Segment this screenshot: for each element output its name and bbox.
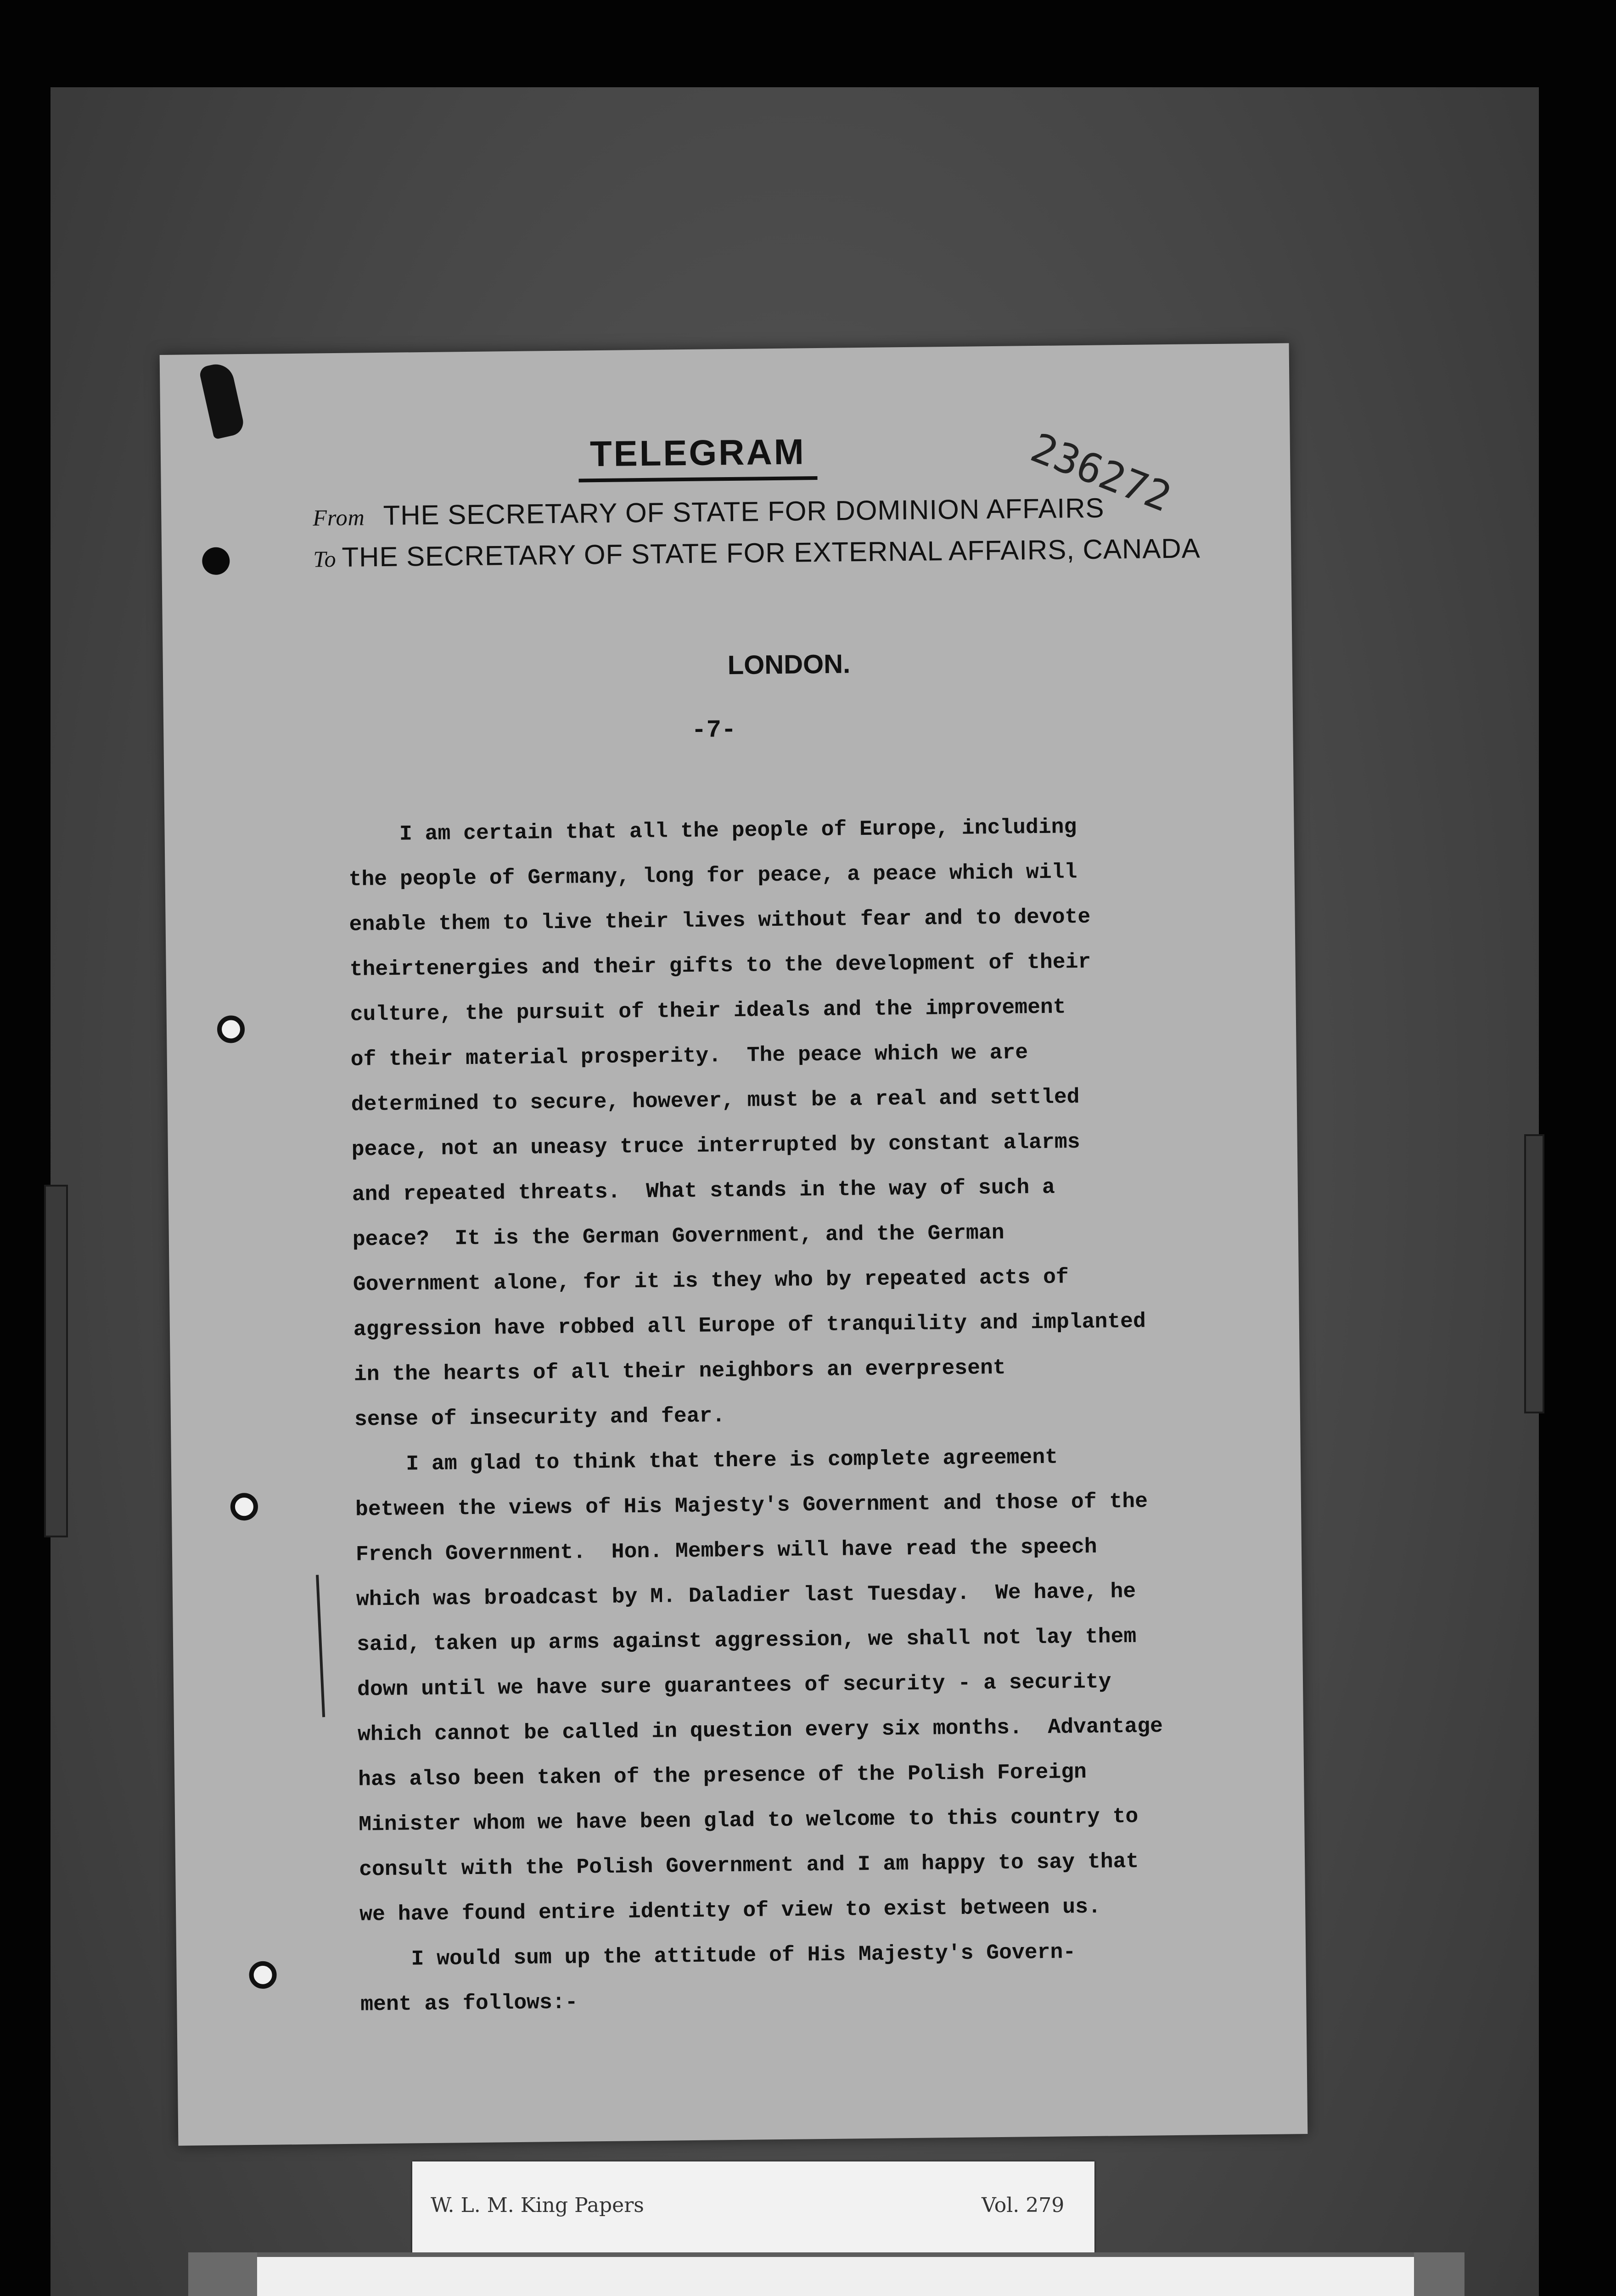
body-line: ment as follows:- bbox=[360, 1990, 578, 2017]
volume-number: Vol. 279 bbox=[982, 2194, 1065, 2217]
body-line: Minister whom we have been glad to welcome to this country to bbox=[358, 1804, 1139, 1837]
body-line: has also been taken of the presence of the Polish Foreign bbox=[358, 1760, 1087, 1792]
archives-card-holder bbox=[188, 2252, 1464, 2296]
card-holder-right-edge bbox=[1414, 2252, 1464, 2296]
body-line: we have found entire identity of view to exist between us. bbox=[359, 1894, 1101, 1927]
body-line: I am certain that all the people of Europe, including bbox=[348, 815, 1077, 847]
body-line: and repeated threats. What stands in the way of such a bbox=[352, 1175, 1055, 1207]
to-label: To bbox=[313, 546, 337, 572]
place-of-origin: LONDON. bbox=[727, 649, 851, 681]
left-binding-strip bbox=[44, 1185, 68, 1537]
body-line: I am glad to think that there is complete agreement bbox=[354, 1445, 1058, 1477]
body-line: said, taken up arms against aggression, we shall not lay them bbox=[356, 1624, 1137, 1657]
body-line: sense of insecurity and fear. bbox=[354, 1403, 725, 1432]
body-line: culture, the pursuit of their ideals and the improvement bbox=[350, 995, 1066, 1027]
body-line: determined to secure, however, must be a real and settled bbox=[351, 1085, 1080, 1117]
body-line: peace? It is the German Government, and the German bbox=[352, 1220, 1004, 1252]
telegram-page bbox=[160, 343, 1308, 2146]
telegram-body bbox=[348, 803, 1279, 2027]
body-line: consult with the Polish Government and I am happy to say that bbox=[359, 1849, 1139, 1882]
telegram-title: TELEGRAM bbox=[578, 431, 817, 482]
body-line: French Government. Hon. Members will have read the speech bbox=[355, 1534, 1097, 1567]
body-line: between the views of His Majesty's Government and those of the bbox=[355, 1489, 1148, 1522]
reference-stamp-number: 236272 bbox=[1024, 423, 1178, 521]
collection-label bbox=[412, 2161, 1094, 2265]
from-text: THE SECRETARY OF STATE FOR DOMINION AFFAIRS bbox=[383, 492, 1105, 531]
body-line: down until we have sure guarantees of security - a security bbox=[357, 1669, 1111, 1702]
body-line: which was broadcast by M. Daladier last Tuesday. We have, he bbox=[356, 1579, 1136, 1612]
body-line: aggression have robbed all Europe of tranquility and implanted bbox=[353, 1309, 1146, 1342]
to-text: THE SECRETARY OF STATE FOR EXTERNAL AFFAIRS, CANADA bbox=[342, 533, 1201, 573]
body-line: which cannot be called in question every six months. Advantage bbox=[357, 1714, 1163, 1747]
body-line: peace, not an uneasy truce interrupted by constant alarms bbox=[351, 1130, 1080, 1162]
punch-hole bbox=[230, 1493, 258, 1521]
page-number: -7- bbox=[691, 716, 736, 745]
body-line: of their material prosperity. The peace which we are bbox=[350, 1040, 1028, 1072]
punch-hole bbox=[202, 547, 230, 575]
torn-corner bbox=[198, 361, 246, 439]
body-line: I would sum up the attitude of His Majesty's Govern- bbox=[359, 1940, 1076, 1972]
body-line: Government alone, for it is they who by repeated acts of bbox=[353, 1265, 1069, 1297]
from-line bbox=[313, 492, 1105, 532]
archives-card bbox=[257, 2257, 1414, 2296]
body-line: enable them to live their lives without fear and to devote bbox=[349, 904, 1091, 937]
punch-hole bbox=[217, 1015, 245, 1043]
margin-pencil-line bbox=[316, 1575, 325, 1717]
from-label: From bbox=[313, 504, 365, 531]
body-line: theirtenergies and their gifts to the development of their bbox=[349, 949, 1091, 982]
body-line: in the hearts of all their neighbors an everpresent bbox=[354, 1355, 1006, 1387]
punch-hole bbox=[249, 1961, 277, 1989]
collection-name: W. L. M. King Papers bbox=[431, 2194, 644, 2217]
card-holder-left-edge bbox=[188, 2252, 257, 2296]
to-line bbox=[313, 532, 1201, 573]
body-line: the people of Germany, long for peace, a peace which will bbox=[348, 860, 1077, 892]
right-binding-strip bbox=[1524, 1134, 1544, 1413]
